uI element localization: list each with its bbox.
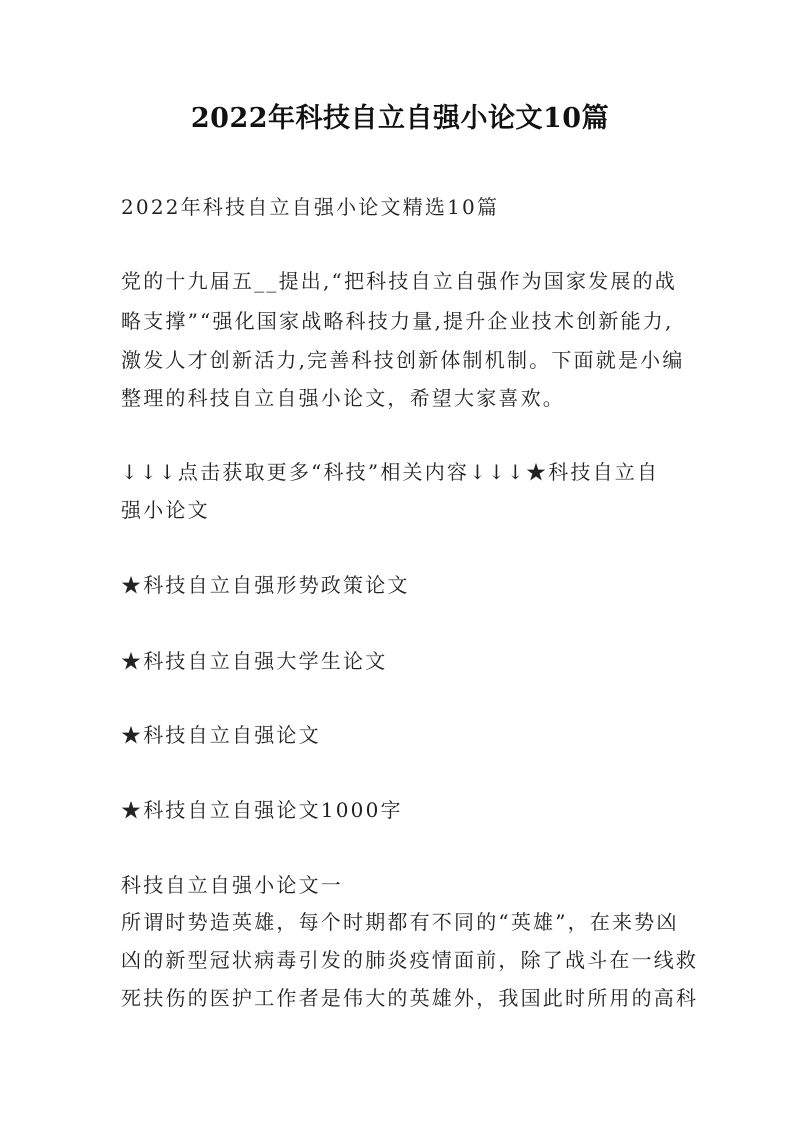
intro-line-3: 激发人才创新活力,完善科技创新体制机制。下面就是小编 [121, 348, 685, 372]
related-link-1000[interactable]: ★科技自立自强论文1000字 [121, 798, 403, 822]
related-link-essay[interactable]: ★科技自立自强论文 [121, 723, 321, 747]
related-link-policy[interactable]: ★科技自立自强形势政策论文 [121, 573, 410, 597]
document-title: 2022年科技自立自强小论文10篇 [190, 103, 610, 134]
body-line-3: 死扶伤的医护工作者是伟大的英雄外，我国此时所用的高科 [121, 986, 699, 1010]
more-content-link[interactable]: ↓↓↓点击获取更多“科技”相关内容↓↓↓★科技自立自 [121, 460, 660, 484]
section-heading: 科技自立自强小论文一 [121, 873, 343, 897]
related-link-student[interactable]: ★科技自立自强大学生论文 [121, 649, 388, 673]
body-line-2: 凶的新型冠状病毒引发的肺炎疫情面前，除了战斗在一线救 [121, 948, 699, 972]
intro-line-4: 整理的科技自立自强小论文，希望大家喜欢。 [121, 386, 565, 410]
intro-line-2: 略支撑”“强化国家战略科技力量,提升企业技术创新能力, [121, 309, 674, 333]
document-subtitle: 2022年科技自立自强小论文精选10篇 [121, 195, 500, 219]
body-line-1: 所谓时势造英雄，每个时期都有不同的“英雄”，在来势凶 [121, 910, 679, 934]
intro-line-1: 党的十九届五__提出,“把科技自立自强作为国家发展的战 [121, 269, 677, 293]
more-content-link-cont[interactable]: 强小论文 [121, 498, 210, 522]
